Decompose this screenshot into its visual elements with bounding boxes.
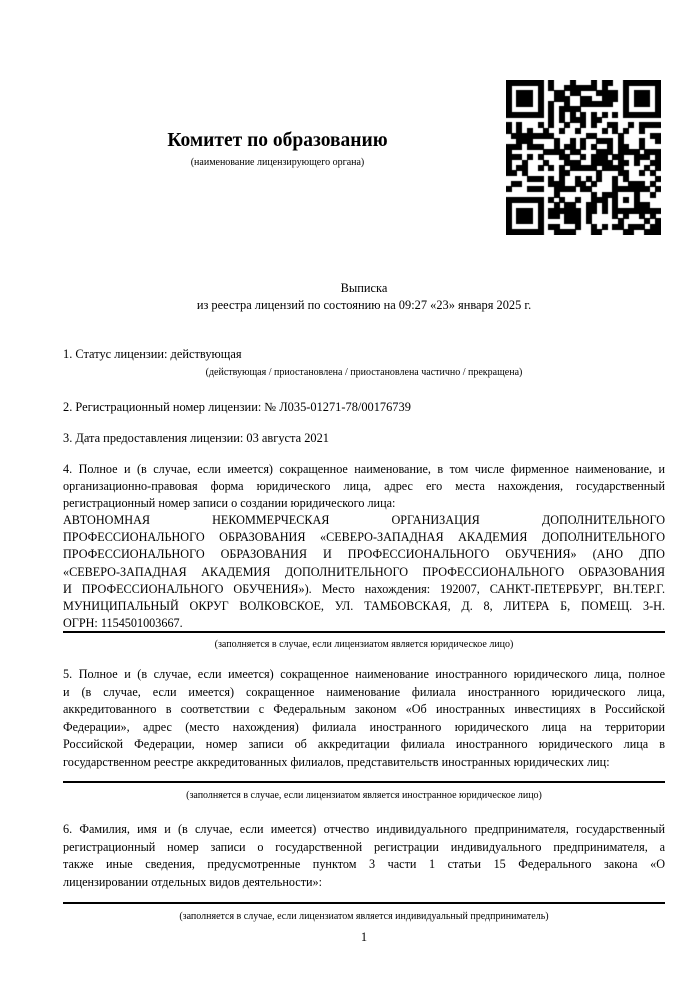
divider-line-foreign-entity [63,781,665,783]
individual-caption: (заполняется в случае, если лицензиатом является индивидуальный предприниматель) [179,911,549,922]
extract-heading-line2: из реестра лицензий по состоянию на 09:27 «23» января 2025 г. [196,298,532,312]
text-line: государственном реестре аккредитованных филиалов, представительств иностранных юридических лиц: [63,754,610,769]
licensing-authority-title: Комитет по образованию [167,130,388,151]
legal-entity-intro [63,461,665,512]
divider-line-individual [63,902,665,904]
text-line: ОГРН: 1154501003667. [63,615,183,630]
document-header [0,129,555,168]
text-line: Российской Федерации, номер записи об аккредитации филиала иностранного юридического лица в [63,737,665,751]
text-line: ПРОФЕССИОНАЛЬНОГО ОБРАЗОВАНИЯ И ПРОФЕССИОНАЛЬНОГО ОБУЧЕНИЯ» (АНО ДПО [63,547,665,562]
extract-heading [63,280,665,314]
text-line: ПРОФЕССИОНАЛЬНОГО ОБРАЗОВАНИЯ «СЕВЕРО-ЗАПАДНАЯ АКАДЕМИЯ ДОПОЛНИТЕЛЬНОГО [63,530,665,545]
text-line: регистрационный номер записи о создании юридического лица: [63,496,396,511]
item-license-status: 1. Статус лицензии: действующая [63,347,242,361]
foreign-entity-caption: (заполняется в случае, если лицензиатом является иностранное юридическое лицо) [186,790,542,801]
text-line: Федерации», адрес (место нахождения) филиала иностранного юридического лица на территории [63,719,665,734]
extract-heading-line1: Выписка [340,281,388,295]
text-line: 5. Полное и (в случае, если имеется) сокращенное наименование иностранного юридического лица, полное [63,667,665,681]
text-line: 6. Фамилия, имя и (в случае, если имеется) отчество индивидуального предпринимателя, государственный [63,822,665,836]
item-individual-entrepreneur [63,821,665,891]
text-line: И ПРОФЕССИОНАЛЬНОГО ОБУЧЕНИЯ»). Место нахождения: 192007, САНКТ-ПЕТЕРБУРГ, ВН.ТЕР.Г. [63,581,665,596]
item-registration-number: 2. Регистрационный номер лицензии: № Л035-01271-78/00176739 [63,400,411,414]
item-grant-date: 3. Дата предоставления лицензии: 03 августа 2021 [63,431,329,445]
legal-entity-caption: (заполняется в случае, если лицензиатом является юридическое лицо) [214,639,514,650]
legal-entity-value [63,512,665,632]
item-foreign-entity [63,666,665,771]
text-line: лицензировании отдельных видов деятельности»: [63,874,323,889]
divider-line-legal-entity [63,631,665,633]
text-line: аккредитованного в соответствии с Федеральным законом «Об иностранных инвестициях в Российской [63,702,665,716]
text-line: организационно-правовая форма юридического лица, адрес его места нахождения, государственный [63,479,665,494]
text-line: МУНИЦИПАЛЬНЫЙ ОКРУГ ВОЛКОВСКОЕ, УЛ. ТАМБОВСКАЯ, Д. 8, ЛИТЕРА Б, ПОМЕЩ. 3-Н. [63,598,665,613]
text-line: регистрационный номер записи о государственной регистрации индивидуального предпринимателя, а [63,839,665,854]
qr-code-canvas [506,80,661,235]
licensing-authority-caption: (наименование лицензирующего органа) [190,157,365,169]
text-line: АВТОНОМНАЯ НЕКОММЕРЧЕСКАЯ ОРГАНИЗАЦИЯ ДОПОЛНИТЕЛЬНОГО [63,513,665,528]
text-line: также иные сведения, предусмотренные пунктом 3 части 1 статьи 15 Федерального закона «О [63,857,665,871]
text-line: и (в случае, если имеется) сокращенное наименование филиала иностранного юридического лица, [63,684,665,699]
qr-code-icon [506,80,661,235]
item-license-status-caption: (действующая / приостановлена / приостановлена частично / прекращена) [205,367,523,378]
item-legal-entity [63,461,665,632]
text-line: «СЕВЕРО-ЗАПАДНАЯ АКАДЕМИЯ ДОПОЛНИТЕЛЬНОГО ПРОФЕССИОНАЛЬНОГО ОБРАЗОВАНИЯ [63,564,665,579]
text-line: 4. Полное и (в случае, если имеется) сокращенное наименование, в том числе фирменное наименование, и [63,462,665,476]
page-number: 1 [360,930,368,944]
